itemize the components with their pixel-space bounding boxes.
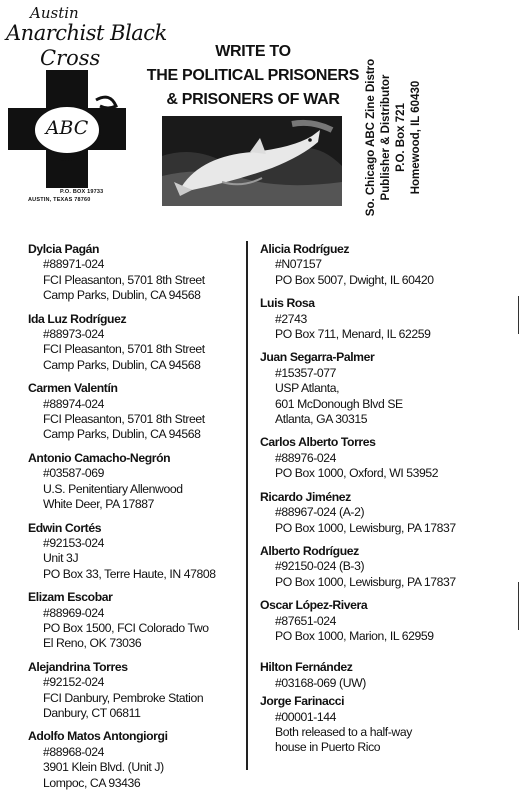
prisoner-detail-line: #N07157 [275,257,322,272]
prisoner-detail-line: 3901 Klein Blvd. (Unit J) [43,760,164,775]
prisoner-detail-line: #2743 [275,311,307,326]
prisoner-detail-line: #88968-024 [43,744,105,759]
prisoner-detail-line: PO Box 1000, Lewisburg, PA 17837 [275,574,456,589]
prisoner-entry [260,296,496,342]
prisoner-detail-line: #92153-024 [43,535,105,550]
prisoner-detail-line: 601 McDonough Blvd SE [275,396,403,411]
prisoner-detail-line: #88969-024 [43,605,105,620]
publisher-stamp [362,40,482,235]
prisoner-entry [28,521,264,583]
prisoner-detail-line: FCI Pleasanton, 5701 8th Street [43,412,205,427]
publisher-line-4: Homewood, IL 60430 [410,80,422,195]
prisoner-detail-line: PO Box 5007, Dwight, IL 60420 [275,272,434,287]
publisher-line-1: So. Chicago ABC Zine Distro [365,58,377,217]
black-cross-icon [8,70,126,188]
prisoner-name: Carlos Alberto Torres [260,435,376,450]
prisoner-name: Edwin Cortés [28,520,102,535]
prisoner-name: Juan Segarra-Palmer [260,350,375,365]
prisoner-name: Hilton Fernández [260,660,353,675]
logo-address-1: P.O. BOX 19733 [60,189,104,195]
prisoner-detail-line: FCI Pleasanton, 5701 8th Street [43,342,205,357]
prisoner-detail-line: #88973-024 [43,327,105,342]
prisoner-detail-line: Atlanta, GA 30315 [275,412,368,427]
prisoner-entry [28,242,264,304]
prisoner-detail-line: PO Box 1000, Marion, IL 62959 [275,628,434,643]
prisoner-detail-line: Danbury, CT 06811 [43,705,141,720]
prisoner-detail-line: Lompoc, CA 93436 [43,775,141,790]
prisoner-detail-line: #88976-024 [275,450,337,465]
prisoner-detail-line: #92152-024 [43,675,105,690]
prisoner-name: Alicia Rodríguez [260,242,350,256]
prisoner-detail-line: #03168-069 (UW) [275,675,366,690]
prisoner-detail-line: PO Box 33, Terre Haute, IN 47808 [43,566,216,581]
right-column [260,242,496,756]
edge-mark [518,296,519,334]
logo-line-1: Austin [30,4,79,22]
prisoner-entry [28,381,264,443]
prisoner-detail-line: #87651-024 [275,613,337,628]
prisoner-name: Antonio Camacho-Negrón [28,450,171,465]
prisoner-entry [260,350,496,427]
prisoner-detail-line: Camp Parks, Dublin, CA 94568 [43,357,201,372]
prisoner-entry [260,490,496,536]
prisoner-name: Dylcia Pagán [28,242,100,256]
prisoner-detail-line: #88971-024 [43,257,105,272]
prisoner-entry [260,242,496,288]
prisoner-detail-line: White Deer, PA 17887 [43,497,155,512]
prisoner-detail-line: FCI Danbury, Pembroke Station [43,690,204,705]
prisoner-detail-line: U.S. Penitentiary Allenwood [43,481,183,496]
prisoner-entry [260,435,496,481]
prisoner-entry [28,660,264,722]
headline-line-3: & PRISONERS OF WAR [166,91,340,108]
prisoner-detail-line: PO Box 1500, FCI Colorado Two [43,620,209,635]
prisoner-name: Adolfo Matos Antongiorgi [28,729,168,744]
logo-address-2: AUSTIN, TEXAS 78760 [28,197,91,203]
prisoner-name: Ricardo Jiménez [260,489,351,504]
prisoner-name: Jorge Farinacci [260,694,345,709]
prisoner-detail-line: house in Puerto Rico [275,740,381,755]
prisoner-entry [28,312,264,374]
prisoner-detail-line: USP Atlanta, [275,381,340,396]
headline-line-2: THE POLITICAL PRISONERS [146,67,360,84]
logo-badge: ABC [45,117,89,139]
prisoner-detail-line: Camp Parks, Dublin, CA 94568 [43,288,201,303]
prisoner-detail-line: PO Box 1000, Lewisburg, PA 17837 [275,520,456,535]
prisoner-detail-line: #88967-024 (A-2) [275,505,365,520]
prisoner-detail-line: Camp Parks, Dublin, CA 94568 [43,427,201,442]
prisoner-entry [260,694,496,756]
prisoner-detail-line: PO Box 1000, Oxford, WI 53952 [275,466,439,481]
logo-line-3: Cross [40,46,101,70]
headline [128,40,378,112]
prisoner-name: Oscar López-Rivera [260,598,368,613]
prisoner-name: Alejandrina Torres [28,659,128,674]
prisoner-name: Luis Rosa [260,296,315,311]
publisher-line-3: P.O. Box 721 [395,103,407,172]
prisoner-detail-line: FCI Pleasanton, 5701 8th Street [43,272,205,287]
prisoner-detail-line: Unit 3J [43,551,79,566]
abc-logo [6,4,167,210]
prisoner-entry [28,590,264,652]
prisoner-entry [28,451,264,513]
prisoner-detail-line: #88974-024 [43,396,105,411]
prisoner-name: Carmen Valentín [28,381,118,396]
logo-line-2: Anarchist Black [6,21,167,45]
prisoner-detail-line: #92150-024 (B-3) [275,559,365,574]
prisoner-entry [260,544,496,590]
prisoner-detail-line: PO Box 711, Menard, IL 62259 [275,327,431,342]
prisoner-entry [260,598,496,644]
prisoner-detail-line: #15357-077 [275,365,337,380]
publisher-line-2: Publisher & Distributor [380,74,392,201]
left-column [28,242,264,791]
prisoner-name: Alberto Rodríguez [260,543,359,558]
prisoner-detail-line: El Reno, OK 73036 [43,636,142,651]
edge-mark [518,582,519,630]
prisoner-name: Elizam Escobar [28,590,113,605]
prisoner-detail-line: #03587-069 [43,466,105,481]
prisoner-name: Ida Luz Rodríguez [28,311,127,326]
prisoner-entry [28,729,264,791]
prisoner-entry [260,660,496,691]
dolphin-photo [162,116,342,206]
prisoner-detail-line: Both released to a half-way [275,724,412,739]
headline-line-1: WRITE TO [215,43,291,60]
prisoner-detail-line: #00001-144 [275,709,337,724]
